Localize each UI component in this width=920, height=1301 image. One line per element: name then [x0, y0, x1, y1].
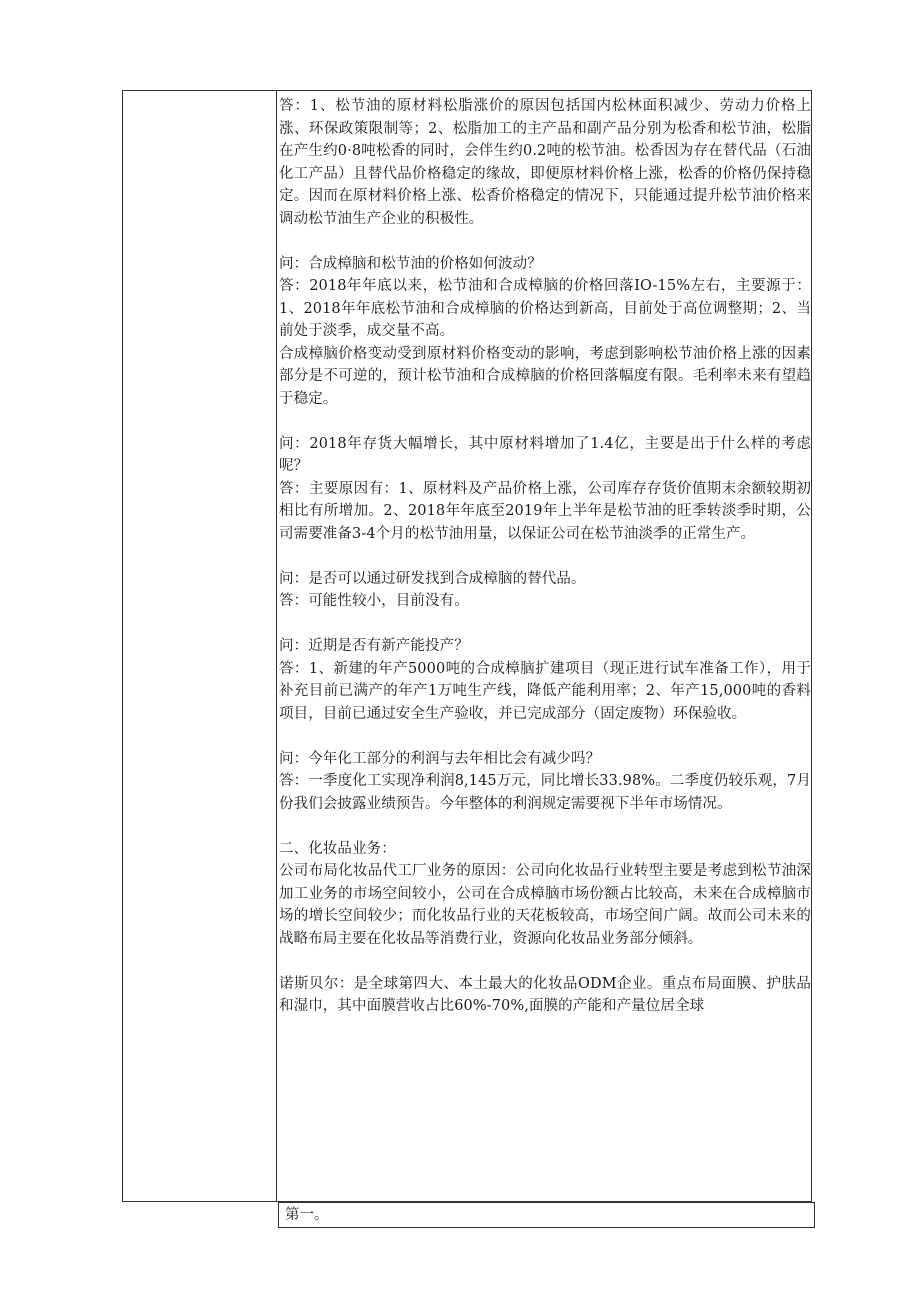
- paragraph-gap: [279, 725, 811, 748]
- paragraph-gap: [279, 950, 811, 973]
- table-label-cell: [123, 91, 277, 1201]
- paragraph-gap: [279, 545, 811, 568]
- paragraph: 答：2018年年底以来，松节油和合成樟脑的价格回落IO-15%左右，主要源于：1、2018年年底松节油和合成樟脑的价格达到新高，目前处于高位调整期；2、当前处于淡季，成交量不高。: [279, 278, 811, 339]
- paragraph-gap: [279, 613, 811, 636]
- paragraph: 问：近期是否有新产能投产？: [279, 638, 469, 654]
- paragraph-gap: [279, 410, 811, 433]
- interview-record-table: [122, 90, 812, 1202]
- continuation-cell: 第一。: [278, 1202, 815, 1228]
- paragraph: 答：1、新建的年产5000吨的合成樟脑扩建项目（现正进行试车准备工作），用于补充目前已满产的年产1万吨生产线，降低产能利用率；2、年产15,000吨的香料项目，目前已通过安全生产验收，并已完成部分（固定废物）环保验收。: [279, 660, 811, 722]
- paragraph: 问：合成樟脑和松节油的价格如何波动？: [279, 255, 542, 272]
- paragraph: 问：今年化工部分的利润与去年相比会有减少吗？: [279, 750, 601, 767]
- paragraph: 答：1、松节油的原材料松脂涨价的原因包括国内松林面积减少、劳动力价格上涨、环保政策限制等；2、松脂加工的主产品和副产品分别为松香和松节油，松脂在产生约0·8吨松香的同时，会伴生约0.2吨的松节油。松香因为存在替代品（石油化工产品）且替代品价格稳定的缘故，即便原材料价格上涨，松香的价格仍保持稳定。因而在原材料价格上涨、松香价格稳定的情况下，只能通过提升松节油价格来调动松节油生产企业的积极性。: [279, 98, 811, 227]
- paragraph: 答：可能性较小，目前没有。: [279, 593, 469, 609]
- qa-content: [279, 95, 811, 1018]
- paragraph: 合成樟脑价格变动受到原材料价格变动的影响，考虑到影响松节油价格上涨的因素部分是不可逆的，预计松节油和合成樟脑的价格回落幅度有限。毛利率未来有望趋于稳定。: [279, 345, 811, 407]
- paragraph: 公司布局化妆品代工厂业务的原因：公司向化妆品行业转型主要是考虑到松节油深加工业务的市场空间较小，公司在合成樟脑市场份额占比较高，未来在合成樟脑市场的增长空间较少；而化妆品行业的天花板较高，市场空间广阔。故而公司未来的战略布局主要在化妆品等消费行业，资源向化妆品业务部分倾斜。: [279, 863, 811, 947]
- paragraph: 答：一季度化工实现净利润8,145万元，同比增长33.98%。二季度仍较乐观，7月份我们会披露业绩预告。今年整体的利润规定需要视下半年市场情况。: [279, 773, 811, 812]
- paragraph: 问：2018年存货大幅增长，其中原材料增加了1.4亿，主要是出于什么样的考虑呢？: [279, 435, 811, 474]
- table-content-cell: [277, 91, 811, 1201]
- paragraph: 诺斯贝尔：是全球第四大、本土最大的化妆品ODM企业。重点布局面膜、护肤品和湿巾，其中面膜营收占比60%-70%,面膜的产能和产量位居全球: [279, 975, 811, 1014]
- paragraph-gap: [279, 815, 811, 838]
- paragraph: 二、化妆品业务：: [279, 840, 396, 857]
- paragraph: 答：主要原因有：1、原材料及产品价格上涨，公司库存存货价值期末余额较期初相比有所增加。2、2018年年底至2019年上半年是松节油的旺季转淡季时期，公司需要准备3-4个月的松节油用量，以保证公司在松节油淡季的正常生产。: [279, 480, 811, 542]
- paragraph-gap: [279, 230, 811, 253]
- paragraph: 问：是否可以通过研发找到合成樟脑的替代品。: [279, 570, 586, 587]
